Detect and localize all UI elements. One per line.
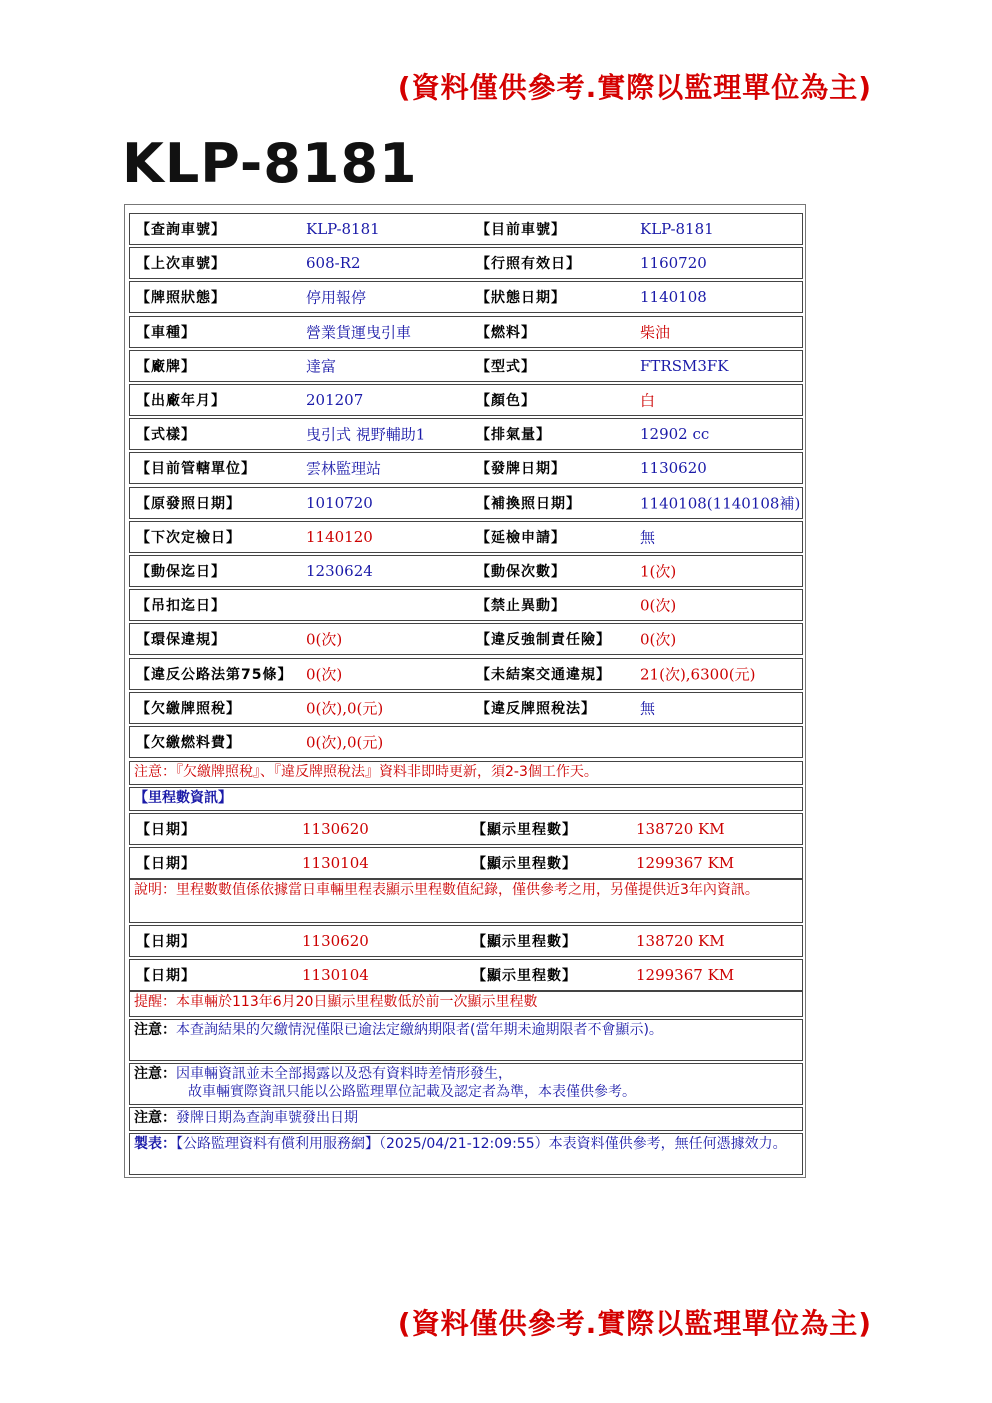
field-value: 1299367 KM: [636, 966, 735, 984]
field-label: 【顯示里程數】: [472, 968, 577, 984]
info-row: [129, 959, 803, 991]
field-value: 0(次),0(元): [306, 699, 384, 718]
note-text: 發牌日期為查詢車號發出日期: [176, 1110, 358, 1126]
field-value: 白: [640, 391, 656, 410]
issue-date-note: [129, 1107, 803, 1131]
field-label: 【違反強制責任險】: [476, 632, 611, 649]
field-value: 1230624: [306, 562, 373, 580]
info-row: [129, 555, 803, 587]
field-label: 【顯示里程數】: [472, 856, 577, 872]
note-prefix: 注意：: [134, 1022, 176, 1038]
field-label: 【上次車號】: [136, 256, 226, 273]
made-by-note: [129, 1133, 803, 1175]
field-label: 【原發照日期】: [136, 495, 241, 512]
info-row: [129, 247, 803, 279]
field-label: 【補換照日期】: [476, 495, 581, 512]
field-value: 0(次): [306, 630, 343, 649]
mileage-header: 【里程數資訊】: [129, 787, 803, 811]
field-value: 138720 KM: [636, 820, 725, 838]
field-label: 【日期】: [136, 968, 196, 984]
info-row: [129, 213, 803, 245]
disclosure-note: [129, 1063, 803, 1105]
field-value: 無: [640, 528, 656, 547]
info-row: [129, 658, 803, 690]
field-label: 【牌照狀態】: [136, 290, 226, 307]
field-value: 1160720: [640, 254, 707, 273]
field-label: 【違反公路法第75條】: [136, 666, 293, 683]
field-label: 【延檢申請】: [476, 529, 566, 546]
field-label: 【廠牌】: [136, 358, 196, 375]
field-label: 【下次定檢日】: [136, 529, 241, 546]
info-row: [129, 813, 803, 845]
info-row: [129, 589, 803, 621]
note-line-2: 故車輛實際資訊只能以公路監理單位記載及認定者為準，本表僅供參考。: [188, 1084, 636, 1100]
field-value: 1010720: [306, 493, 373, 512]
field-label: 【顯示里程數】: [472, 822, 577, 838]
field-label: 【出廠年月】: [136, 393, 226, 409]
info-row: [129, 623, 803, 655]
field-label: 【式樣】: [136, 427, 196, 444]
field-value: 1130620: [302, 932, 369, 950]
field-value: KLP-8181: [640, 220, 714, 238]
mileage-reminder: 提醒：本車輛於113年6月20日顯示里程數低於前一次顯示里程數: [129, 991, 803, 1017]
field-value: 12902 cc: [640, 425, 710, 444]
info-row: [129, 487, 803, 519]
info-row: [129, 521, 803, 553]
field-label: 【燃料】: [476, 324, 536, 341]
plate-number-title: KLP-8181: [122, 132, 418, 195]
info-row: [129, 847, 803, 879]
field-label: 【環保違規】: [136, 632, 226, 649]
field-value: 0(次): [306, 665, 343, 684]
field-value: 營業貨運曳引車: [306, 323, 412, 342]
field-value: 608-R2: [306, 254, 361, 273]
field-label: 【欠繳燃料費】: [136, 735, 241, 751]
field-value: 雲林監理站: [306, 459, 382, 478]
field-label: 【狀態日期】: [476, 290, 566, 307]
info-row: [129, 726, 803, 758]
made-by-text: （2025/04/21-12:09:55）本表資料僅供參考，無任何憑據效力。: [379, 1136, 787, 1152]
field-label: 【目前管轄單位】: [136, 461, 256, 478]
field-value: 1140108(1140108補): [640, 494, 801, 513]
made-by-source: 【公路監理資料有償利用服務網】: [176, 1136, 379, 1152]
field-label: 【行照有效日】: [476, 256, 581, 273]
info-row: [129, 350, 803, 382]
field-label: 【日期】: [136, 822, 196, 838]
info-row: [129, 418, 803, 450]
field-label: 【違反牌照稅法】: [476, 700, 596, 717]
vehicle-info-panel: [124, 204, 806, 1178]
field-value: 1130104: [302, 966, 369, 984]
note-line-1: 因車輛資訊並未全部揭露以及恐有資料時差情形發生，: [176, 1066, 512, 1082]
field-label: 【型式】: [476, 358, 536, 375]
info-row: [129, 316, 803, 348]
field-label: 【未結案交通違規】: [476, 666, 611, 683]
note-prefix: 注意：: [134, 1110, 176, 1126]
info-row: [129, 692, 803, 724]
field-label: 【目前車號】: [476, 222, 566, 238]
field-value: 138720 KM: [636, 932, 725, 950]
field-label: 【車種】: [136, 324, 196, 341]
field-value: 無: [640, 699, 656, 718]
field-value: 0(次),0(元): [306, 733, 384, 752]
field-value: KLP-8181: [306, 220, 380, 238]
field-label: 【吊扣迄日】: [136, 598, 226, 615]
note-text: 本查詢結果的欠繳情況僅限已逾法定繳納期限者(當年期未逾期限者不會顯示)。: [176, 1022, 663, 1038]
field-value: 1130620: [302, 820, 369, 838]
field-value: 柴油: [640, 323, 671, 342]
field-value: 1140120: [306, 527, 373, 546]
made-by-prefix: 製表：: [134, 1136, 176, 1152]
info-row: [129, 925, 803, 957]
field-value: 21(次),6300(元): [640, 665, 756, 684]
field-value: 0(次): [640, 596, 677, 615]
field-label: 【動保迄日】: [136, 564, 226, 580]
field-label: 【日期】: [136, 934, 196, 950]
info-row: [129, 384, 803, 416]
note-prefix: 注意：: [134, 1066, 176, 1082]
mileage-explain-note: 說明：里程數數值係依據當日車輛里程表顯示里程數值紀錄，僅供參考之用，另僅提供近3年內資訊。: [129, 879, 803, 923]
field-value: 1140108: [640, 288, 707, 307]
field-value: 曳引式 視野輔助1: [306, 425, 426, 444]
field-label: 【欠繳牌照稅】: [136, 700, 241, 717]
arrears-note: [129, 1019, 803, 1061]
field-label: 【日期】: [136, 856, 196, 872]
field-value: 201207: [306, 391, 364, 409]
field-value: 1(次): [640, 562, 677, 581]
info-row: [129, 452, 803, 484]
field-value: 1299367 KM: [636, 854, 735, 872]
field-label: 【禁止異動】: [476, 598, 566, 615]
field-label: 【顏色】: [476, 393, 536, 409]
field-value: 0(次): [640, 630, 677, 649]
field-label: 【查詢車號】: [136, 222, 226, 238]
field-value: 1130104: [302, 854, 369, 872]
disclaimer-top: (資料僅供參考.實際以監理單位為主): [397, 71, 872, 104]
field-label: 【動保次數】: [476, 564, 566, 580]
field-label: 【排氣量】: [476, 427, 551, 444]
info-row: [129, 281, 803, 313]
field-value: FTRSM3FK: [640, 356, 729, 375]
disclaimer-bottom: (資料僅供參考.實際以監理單位為主): [397, 1307, 872, 1340]
fee-update-note: 注意：『欠繳牌照稅』、『違反牌照稅法』資料非即時更新，須2-3個工作天。: [129, 761, 803, 785]
field-label: 【顯示里程數】: [472, 934, 577, 950]
field-label: 【發牌日期】: [476, 461, 566, 478]
field-value: 停用報停: [306, 288, 367, 307]
field-value: 達富: [306, 357, 337, 376]
field-value: 1130620: [640, 459, 707, 478]
